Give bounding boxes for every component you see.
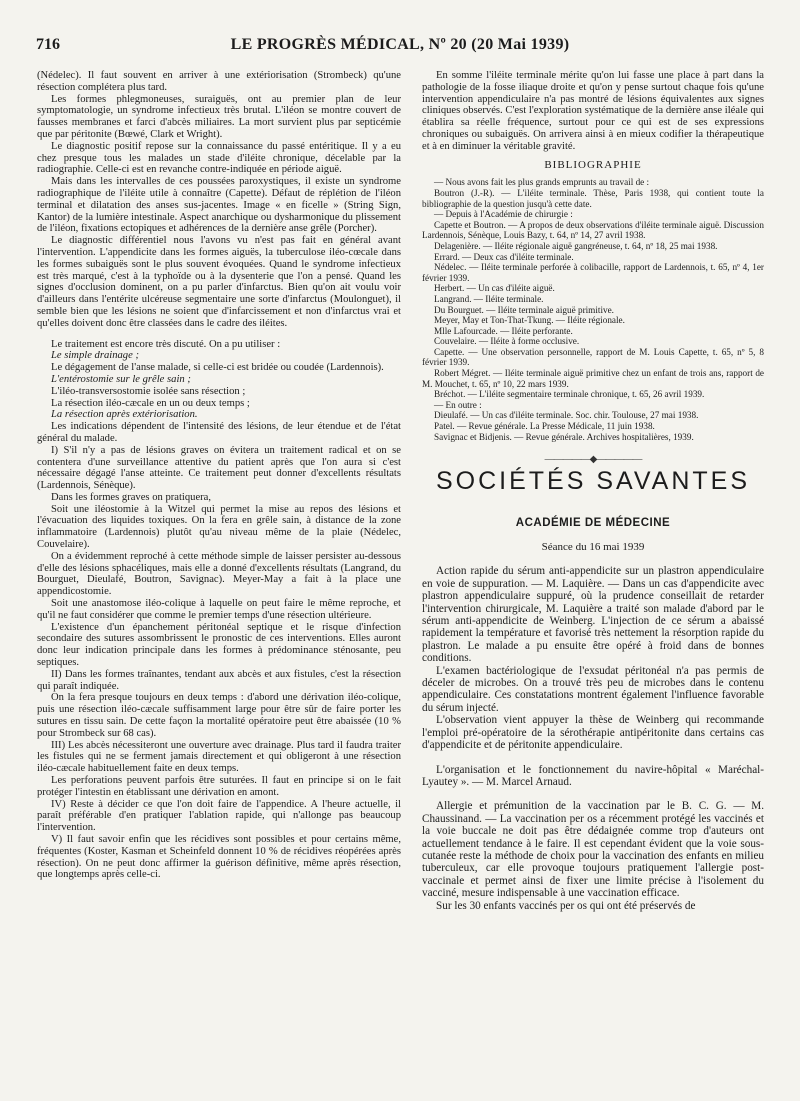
article-paragraph: Allergie et prémunition de la vaccination par le B. C. G. — M. Chaussinand. — La vaccination per os a récemment protégé les vaccinés et la voie buccale ne doit pas être dédaignée comme trop d'auteurs ont actuellement tendance à le faire. Il est cependant évident que la voie sous-cutanée reste la méthode de choix pour la vaccination des enfants en milieu tuberculeux, car elle provoque toujours pratiquement l'allergie post-vaccinale et permet ainsi de fixer une limite précise à l'isolement du vacciné, mesure indispensable à une vaccination efficace.: [422, 800, 764, 900]
bibliography-entry: Bréchot. — L'iléite segmentaire terminale chronique, t. 65, 26 avril 1939.: [434, 389, 705, 400]
bibliography-entry: — En outre :: [434, 399, 482, 410]
bibliography-entry: Meyer, May et Ton-That-Tkung. — Iléite régionale.: [434, 315, 625, 326]
paragraph: On la fera presque toujours en deux temps : d'abord une dérivation iléo-colique, puis une résection iléo-cæcale suffisamment large pour être sûr de faire porter les sutures en tissu sain. De cette façon la mortalité opératoire peut être abaissée (10 % pour Strombeck sur 68 cas).: [37, 692, 401, 739]
paragraph: IV) Reste à décider ce que l'on doit faire de l'appendice. A l'heure actuelle, il paraît préférable d'en pratiquer l'ablation rapide, qui n'allonge pas beaucoup l'intervention.: [37, 798, 401, 834]
bibliography-entry: Savignac et Bidjenis. — Revue générale. Archives hospitalières, 1939.: [434, 431, 694, 442]
paragraph: II) Dans les formes traînantes, tendant aux abcès et aux fistules, c'est la résection qui paraît indiquée.: [37, 668, 401, 692]
article-paragraph: L'observation vient appuyer la thèse de Weinberg qui recommande l'emploi pré-opératoire de la sérothérapie antipéritonite dans certains cas d'appendicite et de péritonite appendiculaire.: [422, 714, 764, 752]
paragraph: Soit une iléostomie à la Witzel qui permet la mise au repos des lésions et l'évacuation des liquides toxiques. On la fera en grêle sain, à distance de la zone inflammatoire (Lardennois) plutôt qu'au niveau même de la plaie (Nédelec, Couvelaire).: [37, 503, 401, 551]
paragraph: On a évidemment reproché à cette méthode simple de laisser persister au-dessous d'elle des lésions sphacéliques, mais elle a donné d'excellents résultats (Langrand, du Bourguet, Dieulafé, Boutron, Savignac). Meyer-May a fait à la place une appendicostomie.: [37, 550, 401, 598]
page-number: 716: [36, 36, 60, 53]
paragraph: V) Il faut savoir enfin que les récidives sont possibles et pour certains même, fréquentes (Koster, Kasman et Scheinfeld donnent 10 % de récidives réopérées après résection). On ne peut donc affirmer la guérison définitive, même après résection, que longtemps après celle-ci.: [37, 834, 401, 881]
paragraph: Le diagnostic différentiel nous l'avons vu n'est pas fait en général avant l'intervention. L'appendicite dans les formes aiguës, la tuberculose iléo-cœcale dans les formes subaiguës sont le plus souvent évoquées. Quand le syndrome infectieux est très marqué, c'est à la typhoïde ou à la dysenterie que l'on a pensé. Quand les signes d'occlusion dominent, on a pu parler d'infarctus. Bien qu'on ait voulu voir d'ailleurs dans l'entérite ulcéreuse segmentaire une sorte d'infarctus (Moulonguet), il semble bien que les lésions ne soient que d'infarcissement et non d'infarctus vrai et qu'elles doivent donc être classées dans le cadre des iléites.: [37, 235, 401, 329]
bibliography-entry: Langrand. — Iléite terminale.: [434, 293, 544, 304]
article-paragraph: Sur les 30 enfants vaccinés per os qui ont été préservés de: [436, 899, 696, 912]
section-divider: —————◆—————: [544, 454, 642, 466]
paragraph: Le diagnostic positif repose sur la connaissance du passé entéritique. Il y a eu chez presque tous les malades un stade d'iléite chronique, décelable par la radiographie. Celle-ci est en revanche contre-indiquée en période aiguë.: [37, 140, 401, 176]
bibliography-entry: Mlle Lafourcade. — Iléite perforante.: [434, 325, 573, 336]
paragraph: Le traitement est encore très discuté. On a pu utiliser :: [51, 338, 281, 350]
page-header: [36, 36, 764, 58]
paragraph: Dans les formes graves on pratiquera,: [51, 491, 212, 503]
academy-title: ACADÉMIE DE MÉDECINE: [515, 516, 671, 529]
article-paragraph: Action rapide du sérum anti-appendicite sur un plastron appendiculaire en voie de suppuration. — M. Laquière. — Dans un cas d'appendicite avec plastron appendiculaire suppuré, où la prudence conseillait de retarder l'intervention chirurgicale, M. Laquière a traité son malade d'abord par le sérum anti-appendicite de Weinberg. L'injection de ce sérum a abaissé rapidement la température et favorisé très nettement la résorption rapide du plastron. Le malade a pu ensuite être opéré à froid dans de bonnes conditions.: [422, 565, 764, 665]
paragraph: Soit une anastomose iléo-colique à laquelle on peut faire le même reproche, et qu'il ne faut considérer que comme le premier temps d'une résection ultérieure.: [37, 598, 401, 621]
bibliography-entry: Capette. — Une observation personnelle, rapport de M. Louis Capette, t. 65, nº 5, 8 février 1939.: [422, 346, 764, 368]
journal-title: LE PROGRÈS MÉDICAL, Nº 20 (20 Mai 1939): [230, 36, 570, 53]
article-paragraph: L'organisation et le fonctionnement du navire-hôpital « Maréchal-Lyautey ». — M. Marcel Arnaud.: [422, 763, 764, 788]
right-column: [422, 70, 764, 912]
list-item: La résection iléo-cæcale en un ou deux temps ;: [51, 397, 250, 409]
list-item: L'entérostomie sur le grêle sain ;: [51, 373, 191, 385]
bibliography-entry: Delagenière. — Iléite régionale aiguë gangréneuse, t. 64, nº 18, 25 mai 1938.: [434, 240, 718, 251]
left-column: [37, 70, 401, 881]
session-date: Séance du 16 mai 1939: [541, 540, 645, 553]
bibliography-list: [422, 177, 764, 442]
bibliography-entry: Dieulafé. — Un cas d'iléite terminale. Soc. chir. Toulouse, 27 mai 1938.: [434, 410, 699, 421]
bibliography-entry: Patel. — Revue générale. La Presse Médicale, 11 juin 1938.: [434, 421, 655, 432]
bibliography-entry: Capette et Boutron. — A propos de deux observations d'iléite terminale aiguë. Discussion Lardennois, Sénèque, Louis Bazy, t. 64, nº 14, 27 avril 1938.: [422, 219, 764, 241]
bibliography-entry: Couvelaire. — Iléite à forme occlusive.: [434, 336, 580, 347]
list-item: La résection après extériorisation.: [51, 409, 198, 421]
paragraph: Mais dans les intervalles de ces poussées paroxystiques, il existe un syndrome radiographique de l'iléite utile à connaître (Capette). Défaut de réplétion de l'iléon terminal et dilatation des anses sus-jacentes. Image « en ficelle » (String Sign, Kantor) de la lumière intestinale. Aspect anarchique ou dysharmonique du plissement de l'iléon, fixations ectopiques et adhérences de la dernière anse grêle (Porcher).: [37, 176, 401, 235]
conclusion-paragraph: En somme l'iléite terminale mérite qu'on lui fasse une place à part dans la pathologie de la fosse iliaque droite et qu'on y pense surtout chaque fois qu'une intervention appendiculaire n'a pas montré de lésions équivalentes aux signes cliniques observés. C'est l'exploration systématique de la dernière anse iléale qui établira sa réelle fréquence, surtout pour ce qui est de ses expressions chroniques ou subaiguës. On arrivera ainsi à en mieux codifier la thérapeutique et à en diminuer la véritable gravité.: [422, 70, 764, 152]
bibliography-entry: — Nous avons fait les plus grands emprunts au travail de :: [434, 177, 650, 188]
list-item: L'iléo-transversostomie isolée sans résection ;: [51, 385, 246, 397]
bibliography-entry: — Depuis à l'Académie de chirurgie :: [434, 209, 573, 220]
session-reports: [422, 565, 764, 912]
paragraph: Les formes phlegmoneuses, suraiguës, ont au premier plan de leur symptomatologie, un syndrome infectieux très brutal. L'iléon se montre couvert de fausses membranes et farci d'abcès miliaires. La mort survient plus par septicémie que par péritonite (Bœwé, Clark et Wright).: [37, 93, 401, 140]
bibliography-entry: Herbert. — Un cas d'iléite aiguë.: [434, 283, 555, 294]
section-title: SOCIÉTÉS SAVANTES: [435, 467, 751, 496]
paragraph: L'existence d'un épanchement péritonéal septique et le risque d'infection secondaire des sutures assombrissent le pronostic de ces interventions. Elles auront donc leur indication principale dans les formes à prédominance sténosante, peu septiques.: [37, 621, 401, 669]
bibliography-entry: Boutron (J.-R). — L'iléite terminale. Thèse, Paris 1938, qui contient toute la bibliographie de la question jusqu'à cette date.: [422, 187, 764, 209]
paragraph: Les indications dépendent de l'intensité des lésions, de leur étendue et de l'état général du malade.: [37, 421, 401, 444]
article-paragraph: L'examen bactériologique de l'exsudat péritonéal n'a pas permis de déceler de microbes. On a trouvé très peu de microbes dans le contenu appendiculaire. Ces constatations montrent également l'influence favorable du sérum injecté.: [422, 664, 764, 714]
paragraph: III) Les abcès nécessiteront une ouverture avec drainage. Plus tard il faudra traiter les fistules qui ne se ferment jamais directement et qui obligeront à une résection iléo-cæcale habituellement faite en deux temps.: [37, 739, 401, 775]
list-item: Le simple drainage ;: [51, 350, 139, 362]
paragraph: (Nédelec). Il faut souvent en arriver à une extériorisation (Strombeck) qu'une résection complétera plus tard.: [37, 70, 401, 93]
bibliography-entry: Robert Mégret. — Iléite terminale aiguë primitive chez un enfant de trois ans, rapport de M. Mouchet, t. 65, nº 10, 22 mars 1939.: [422, 368, 764, 389]
paragraph: Les perforations peuvent parfois être suturées. Il faut en principe si on le fait protéger l'intestin en établissant une dérivation en amont.: [37, 775, 401, 798]
bibliography-title: BIBLIOGRAPHIE: [544, 158, 642, 171]
paragraph: I) S'il n'y a pas de lésions graves on évitera un traitement radical et on se contentera d'une surveillance attentive du patient après que l'on aura si c'est nécessaire dégagé l'anse atteinte. Ce traitement peut donner d'excellents résultats (Lardennois, Sénèque).: [37, 444, 401, 492]
bibliography-entry: Nédelec. — Iléite terminale perforée à colibacille, rapport de Lardennois, t. 65, nº 4, 1er février 1939.: [422, 262, 764, 283]
list-item: Le dégagement de l'anse malade, si celle-ci est bridée ou coudée (Lardennois).: [51, 362, 384, 374]
bibliography-entry: Du Bourguet. — Iléite terminale aiguë primitive.: [434, 304, 614, 315]
bibliography-entry: Errard. — Deux cas d'iléite terminale.: [434, 251, 574, 262]
